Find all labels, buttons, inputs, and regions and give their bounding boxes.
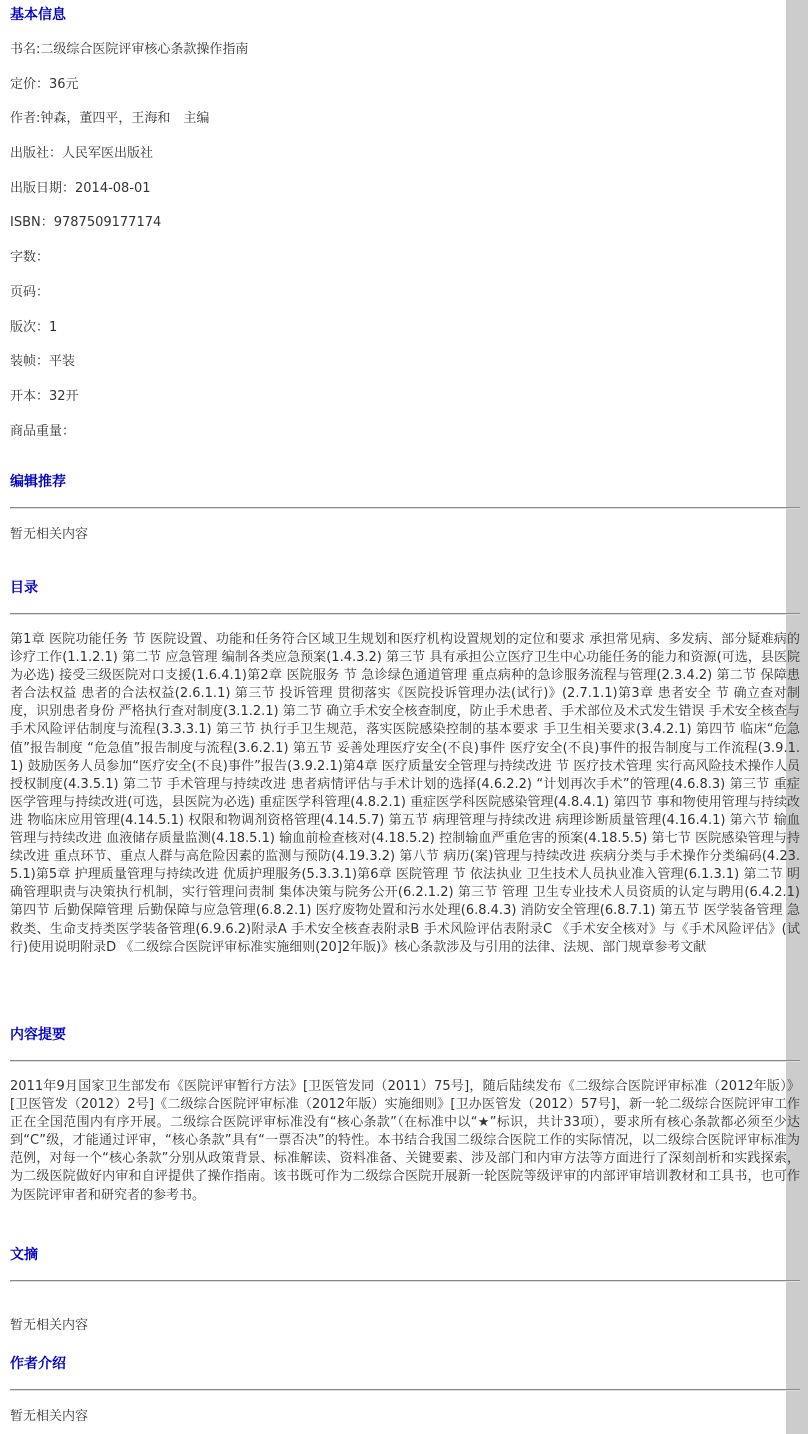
info-line-pages <box>10 283 800 318</box>
field-label: 版次： <box>10 319 50 335</box>
section-divider <box>10 1060 800 1062</box>
info-line-format <box>10 387 800 422</box>
editor-recommend-heading: 编辑推荐 <box>10 474 66 490</box>
info-line-binding <box>10 352 800 387</box>
field-value: 9787509177174 <box>53 215 162 231</box>
field-label: 字数： <box>10 250 50 266</box>
summary-section <box>10 1025 800 1205</box>
toc-text: 第1章 医院功能任务 节 医院设置、功能和任务符合区域卫生规划和医疗机构设置规划的定位和要求 承担常见病、多发病、部分疑难病的诊疗工作(1.1.2.1) 第二节 应急管理 编制各类应急预案(1.4.3.2) 第三节 具有承担公立医疗卫生中心功能任务的能力和资源(可选，县医院为必选) 接受三级医院对口支援(1.6.4.1)第2章 医院服务 节 急诊绿色通道管理 重点病种的急诊服务流程与管理(2.3.4.2) 第二节 保障患者合法权益 患者的合法权益(2.6.1.1) 第三节 投诉管理 贯彻落实《医院投诉管理办法(试行)》(2.7.1.1)第3章 患者安全 节 确立查对制度，识别患者身份 严格执行查对制度(3.1.2.1) 第二节 确立手术安全核查制度，防止手术患者、手术部位及术式发生错误 手术安全核查与手术风险评估制度与流程(3.3.3.1) 第三节 执行手卫生规范，落实医院感染控制的基本要求 手卫生相关要求(3.4.2.1) 第四节 临床“危急值”报告制度 “危急值”报告制度与流程(3.6.2.1) 第五节 妥善处理医疗安全(不良)事件 医疗安全(不良)事件的报告制度与工作流程(3.9.1.1) 鼓励医务人员参加“医疗安全(不良)事件”报告(3.9.2.1)第4章 医疗质量安全管理与持续改进 节 医疗技术管理 实行高风险技术操作人员授权制度(4.3.5.1) 第二节 手术管理与持续改进 患者病情评估与手术计划的选择(4.6.2.2) “计划再次手术”的管理(4.6.8.3) 第三节 重症医学管理与持续改进(可选，县医院为必选) 重症医学科管理(4.8.2.1) 重症医学科医院感染管理(4.8.4.1) 第四节 事和物使用管理与持续改进 物临床应用管理(4.14.5.1) 权限和物调剂资格管理(4.14.5.7) 第五节 病理管理与持续改进 病理诊断质量管理(4.16.4.1) 第六节 输血管理与持续改进 血液储存质量监测(4.18.5.1) 输血前检查核对(4.18.5.2) 控制输血严重危害的预案(4.18.5.5) 第七节 医院感染管理与持续改进 重点环节、重点人群与高危险因素的监测与预防(4.19.3.2) 第八节 病历(案)管理与持续改进 疾病分类与手术操作分类编码(4.23.5.1)第5章 护理质量管理与持续改进 优质护理服务(5.3.3.1)第6章 医院管理 节 依法执业 卫生技术人员执业准入管理(6.1.3.1) 第二节 明确管理职责与决策执行机制，实行管理问责制 集体决策与院务公开(6.2.1.2) 第三节 管理 卫生专业技术人员资质的认定与聘用(6.4.2.1) 第四节 后勤保障管理 后勤保障与应急管理(6.8.2.1) 医疗废物处置和污水处理(6.8.4.3) 消防安全管理(6.8.7.1) 第五节 医学装备管理 急救类、生命支持类医学装备管理(6.9.6.2)附录A 手术安全核查表附录B 手术风险评估表附录C 《手术安全核对》与《手术风险评估》(试行)使用说明附录D 《二级综合医院评审标准实施细则(20]2年版)》核心条款涉及与引用的法律、法规、部门规章参考文献 <box>10 632 800 955</box>
section-divider <box>10 1389 800 1391</box>
toc-heading: 目录 <box>10 580 38 596</box>
field-value: 1 <box>49 319 58 335</box>
info-line-price <box>10 75 800 110</box>
excerpt-heading: 文摘 <box>10 1247 38 1263</box>
info-line-edition <box>10 318 800 353</box>
basic-info-heading: 基本信息 <box>10 7 66 23</box>
field-label: 页码： <box>10 284 50 300</box>
info-line-isbn <box>10 213 800 248</box>
field-value: 32开 <box>49 388 79 404</box>
summary-text: 2011年9月国家卫生部发布《医院评审暂行方法》[卫医管发同（2011）75号]，随后陆续发布《二级综合医院评审标准（2012年版）》[卫医管发（2012）2号]《二级综合医院评审标准（2012年版）实施细则》[卫办医管发（2012）57号]，新一轮二级综合医院评审工作正在全国范围内有序开展。二级综合医院评审标准没有“核心条款”（在标准中以“★”标识，共计33项），要求所有核心条款都必须至少达到“C”级，才能通过评审，“核心条款”具有“一票否决”的特性。本书结合我国二级综合医院工作的实际情况，以二级综合医院评审标准为范例，对每一个“核心条款”分别从政策背景、标准解读、资料准备、关键要素、涉及部门和内审方法等方面进行了深刻剖析和实践探索，为二级医院做好内审和自评提供了操作指南。该书既可作为二级综合医院开展新一轮医院等级评审的内部评审培训教材和工具书，也可作为医院评审者和研究者的参考书。 <box>10 1079 800 1203</box>
field-label: 开本： <box>10 388 50 404</box>
field-value: 二级综合医院评审核心条款操作指南 <box>40 42 249 57</box>
editor-recommend-section <box>10 472 800 545</box>
excerpt-text: 暂无相关内容 <box>10 1318 89 1333</box>
field-value: 2014-08-01 <box>75 180 151 196</box>
field-label: 定价： <box>10 76 50 92</box>
info-line-title <box>10 40 800 75</box>
field-value: 平装 <box>49 354 76 370</box>
field-label: 装帧： <box>10 354 50 370</box>
section-divider <box>10 507 800 509</box>
field-label: 书名: <box>10 42 41 57</box>
info-line-word-count <box>10 248 800 283</box>
basic-info-list <box>10 40 800 456</box>
field-value: 人民军医出版社 <box>62 146 154 162</box>
field-label: ISBN： <box>10 215 54 231</box>
field-label: 作者: <box>10 111 41 127</box>
field-label: 商品重量： <box>10 423 76 439</box>
info-line-author <box>10 109 800 144</box>
field-value: 钟森，董四平，王海和 主编 <box>40 111 210 127</box>
field-label: 出版日期： <box>10 180 76 196</box>
field-value: 36元 <box>49 76 79 92</box>
section-divider <box>10 1280 800 1282</box>
author-intro-text: 暂无相关内容 <box>10 1409 89 1424</box>
info-line-weight <box>10 422 800 457</box>
summary-heading: 内容提要 <box>10 1027 66 1043</box>
excerpt-section <box>10 1245 800 1336</box>
author-intro-section <box>10 1354 800 1427</box>
toc-section <box>10 578 800 957</box>
editor-recommend-text: 暂无相关内容 <box>10 527 89 542</box>
basic-info-section <box>10 5 800 456</box>
field-label: 出版社： <box>10 146 63 162</box>
info-line-publish-date <box>10 179 800 214</box>
section-divider <box>10 613 800 615</box>
author-intro-heading: 作者介绍 <box>10 1356 66 1372</box>
info-line-publisher <box>10 144 800 179</box>
